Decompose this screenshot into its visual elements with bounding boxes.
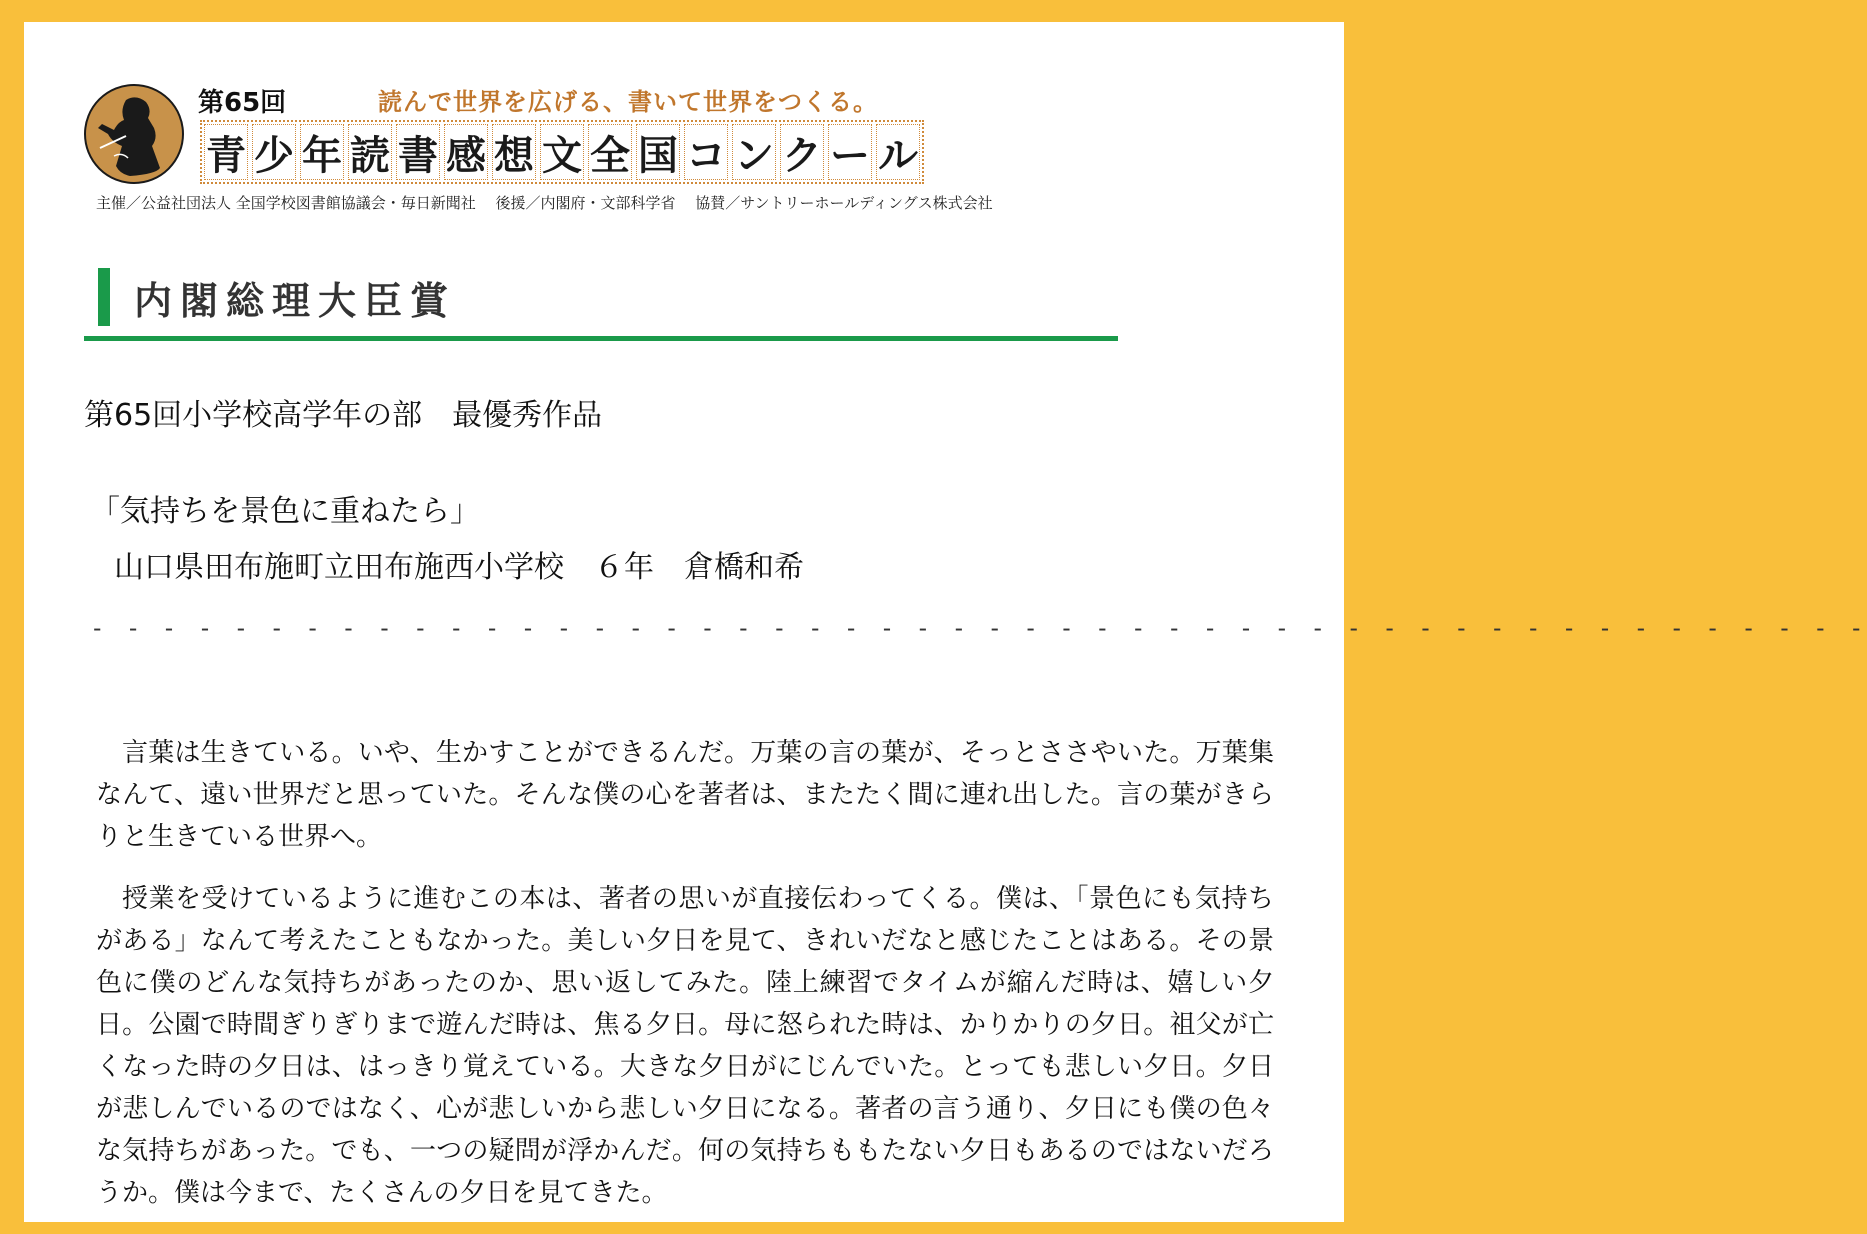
contest-title-char: 少: [252, 124, 296, 180]
essay-paragraph: 授業を受けているように進むこの本は、著者の思いが直接伝わってくる。僕は、「景色にも気持ちがある」なんて考えたこともなかった。美しい夕日を見て、きれいだなと感じたことはある。その景色に僕のどんな気持ちがあったのか、思い返してみた。陸上練習でタイムが縮んだ時は、嬉しい夕日。公園で時間ぎりぎりまで遊んだ時は、焦る夕日。母に怒られた時は、かりかりの夕日。祖父が亡くなった時の夕日は、はっきり覚えている。大きな夕日がにじんでいた。とっても悲しい夕日。夕日が悲しんでいるのではなく、心が悲しいから悲しい夕日になる。著者の言う通り、夕日にも僕の色々な気持ちがあった。でも、一つの疑問が浮かんだ。何の気持ちももたない夕日もあるのではないだろうか。僕は今まで、たくさんの夕日を見てきた。: [96, 884, 1274, 1208]
essay-paragraph: 言葉は生きている。いや、生かすことができるんだ。万葉の言の葉が、そっとささやいた。万葉集なんて、遠い世界だと思っていた。そんな僕の心を著者は、またたく間に連れ出した。言の葉がきらりと生きている世界へ。: [96, 738, 1274, 852]
contest-title-char: 感: [444, 124, 488, 180]
contest-title-char: 全: [588, 124, 632, 180]
contest-title-char: 国: [636, 124, 680, 180]
document-page: [24, 22, 1867, 1222]
contest-title-char: 読: [348, 124, 392, 180]
contest-title-char: 年: [300, 124, 344, 180]
contest-title-char: ル: [876, 124, 920, 180]
contest-title-char: ー: [828, 124, 872, 180]
contest-title-char: ク: [780, 124, 824, 180]
contest-title-char: ン: [732, 124, 776, 180]
contest-title-char: コ: [684, 124, 728, 180]
contest-title-char: 書: [396, 124, 440, 180]
award-divider: [84, 336, 1118, 341]
slogan: 読んで世界を広げる、書いて世界をつくる。: [378, 87, 878, 116]
contest-emblem-icon: [84, 84, 184, 184]
edition-label: 第65回: [198, 88, 287, 118]
emblem-figure-icon: [86, 86, 182, 182]
contest-title-char: 想: [492, 124, 536, 180]
award-accent-bar: [98, 268, 110, 326]
contest-title-char: 青: [204, 124, 248, 180]
contest-title: [200, 120, 924, 184]
category-heading: 第65回小学校高学年の部 最優秀作品: [84, 398, 603, 433]
contest-title-char: 文: [540, 124, 584, 180]
sponsors-line: 主催／公益社団法人 全国学校図書館協議会・毎日新聞社 後援／内閣府・文部科学省 協賛／サントリーホールディングス株式会社: [96, 194, 993, 212]
author-line: 山口県田布施町立田布施西小学校 ６年 倉橋和希: [114, 550, 804, 585]
essay-body: [96, 732, 1274, 1234]
award-title: 内閣総理大臣賞: [134, 279, 457, 323]
dashed-separator: - - - - - - - - - - - - - - - - - - - - - - - - - - - - - - - - - - - - - - - - - - - - - - - - - -: [90, 614, 1867, 642]
work-title: 「気持ちを景色に重ねたら」: [90, 494, 480, 529]
